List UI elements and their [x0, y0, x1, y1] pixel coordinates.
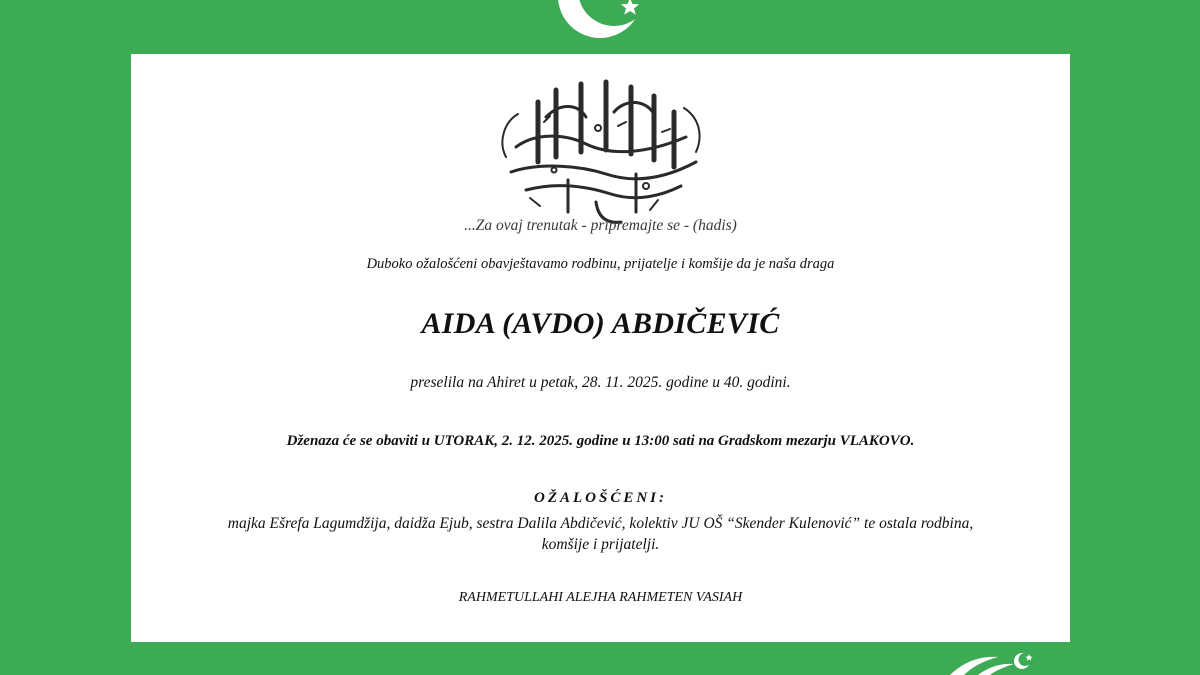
announcement-intro: Duboko ožalošćeni obavještavamo rodbinu, prijatelje i komšije da je naša draga	[366, 256, 835, 272]
crescent-star-logo-icon	[950, 644, 1050, 675]
crescent-star-icon	[548, 0, 658, 46]
closing-prayer: RAHMETULLAHI ALEJHA RAHMETEN VASIAH	[458, 590, 743, 605]
mourners-line-1: majka Ešrefa Lagumdžija, daidža Ejub, sestra Dalila Abdičević, kolektiv JU OŠ “Skender Kulenović” te ostala rodbina,	[227, 515, 974, 532]
mourners-list	[131, 513, 1070, 555]
calligraphy-emblem-icon	[486, 62, 716, 232]
funeral-details: Dženaza će se obaviti u UTORAK, 2. 12. 2025. godine u 13:00 sati na Gradskom mezarju VLAKOVO.	[286, 433, 915, 449]
deceased-name: AIDA (AVDO) ABDIČEVIĆ	[421, 307, 780, 340]
date-of-passing: preselila na Ahiret u petak, 28. 11. 2025. godine u 40. godini.	[410, 374, 791, 391]
hadith-quote: ...Za ovaj trenutak - pripremajte se - (hadis)	[464, 217, 737, 234]
mourners-heading: OŽALOŠĆENI:	[533, 490, 667, 506]
obituary-panel	[131, 54, 1070, 642]
mourners-line-2: komšije i prijatelji.	[541, 536, 660, 553]
